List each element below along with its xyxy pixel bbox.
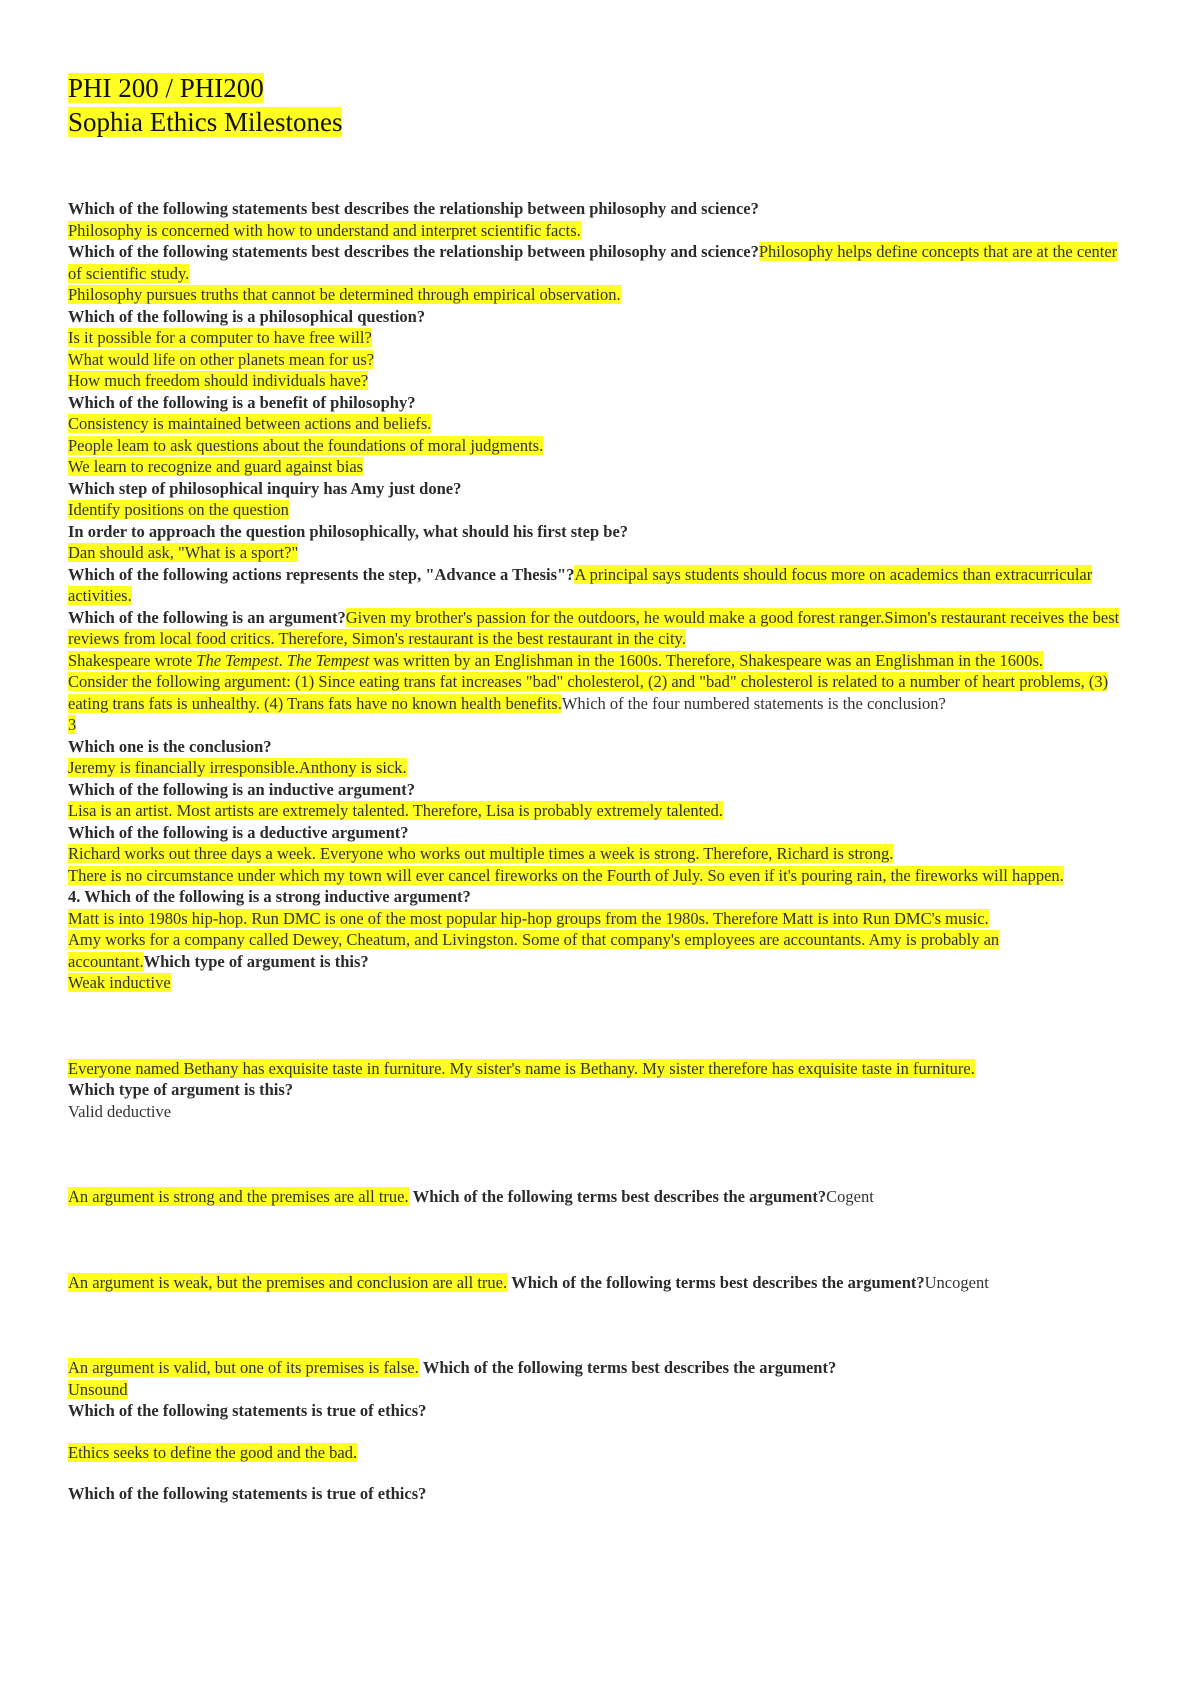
- question: Which of the following is a deductive argument?: [68, 822, 409, 842]
- answer: A principal says students should focus more on academics than extracurricular activities.: [68, 564, 1093, 605]
- question: Which type of argument is this?: [68, 1080, 294, 1099]
- question: Which of the following statements best describes the relationship between philosophy and science?: [68, 199, 759, 218]
- answer: There is no circumstance under which my town will ever cancel fireworks on the Fourth of July. So even if it's pouring rain, the fireworks will happen.: [68, 865, 1064, 885]
- answer: We learn to recognize and guard against bias: [68, 457, 364, 476]
- question: Which of the following terms best describes the argument?: [511, 1272, 925, 1292]
- question: Which of the following actions represents the step, "Advance a Thesis"?: [68, 564, 575, 584]
- question: Which of the following is an argument?: [68, 607, 346, 627]
- answer: Shakespeare wrote The Tempest. The Tempest was written by an Englishman in the 1600s. Therefore, Shakespeare was an Englishman in the 1600s.: [68, 650, 1044, 670]
- spacer: [68, 994, 1124, 1058]
- answer: Philosophy is concerned with how to understand and interpret scientific facts.: [68, 220, 581, 240]
- question: Which of the following is a philosophical question?: [68, 306, 426, 326]
- answer: Matt is into 1980s hip-hop. Run DMC is one of the most popular hip-hop groups from the 1980s. Therefore Matt is into Run DMC's music.: [68, 908, 989, 928]
- document-title: [68, 71, 342, 139]
- answer: What would life on other planets mean for us?: [68, 349, 375, 369]
- argument-text: Everyone named Bethany has exquisite taste in furniture. My sister's name is Bethany. My sister therefore has exquisite taste in furniture.: [68, 1058, 975, 1078]
- answer: Valid deductive: [68, 1101, 172, 1121]
- answer: How much freedom should individuals have?: [68, 371, 369, 390]
- argument-text: Amy works for a company called Dewey, Cheatum, and Livingston. Some of that company's employees are accountants. Amy is probably an accountant.: [68, 930, 1000, 971]
- answer: People leam to ask questions about the foundations of moral judgments.: [68, 435, 544, 455]
- question: Which of the following terms best describes the argument?: [422, 1358, 837, 1377]
- question: 4. Which of the following is a strong inductive argument?: [68, 887, 471, 906]
- answer: Identify positions on the question: [68, 500, 289, 519]
- spacer: [68, 1422, 1124, 1442]
- title-course-code: PHI 200 / PHI200: [68, 73, 264, 103]
- question: Which type of argument is this?: [143, 951, 369, 971]
- answer: Uncogent: [924, 1272, 989, 1292]
- document-body: [68, 198, 1124, 1505]
- answer: Ethics seeks to define the good and the bad.: [68, 1442, 358, 1462]
- question-plain: Which of the four numbered statements is the conclusion?: [561, 693, 946, 713]
- answer: 3: [68, 715, 77, 734]
- argument-text: An argument is weak, but the premises and conclusion are all true.: [68, 1272, 508, 1292]
- question: Which of the following terms best describes the argument?: [412, 1187, 827, 1206]
- answer: Dan should ask, "What is a sport?": [68, 543, 299, 562]
- argument-text: Consider the following argument: (1) Since eating trans fat increases "bad" cholesterol, (2) and "bad" cholesterol is related to a number of heart problems, (3) eating trans fats is unhealthy. (4) Trans fats have no known health benefits.: [68, 672, 1109, 713]
- answer: Is it possible for a computer to have free will?: [68, 328, 372, 347]
- question: Which of the following is an inductive argument?: [68, 779, 415, 799]
- question: Which of the following statements is true of ethics?: [68, 1484, 427, 1503]
- answer: Unsound: [68, 1379, 128, 1399]
- answer: Given my brother's passion for the outdoors, he would make a good forest ranger.Simon's restaurant receives the best reviews from local food critics. Therefore, Simon's restaurant is the best restaurant in the city.: [68, 607, 1120, 648]
- spacer: [68, 1463, 1124, 1483]
- spacer: [68, 1293, 1124, 1357]
- title-course-name: Sophia Ethics Milestones: [68, 107, 343, 137]
- argument-text: An argument is valid, but one of its premises is false.: [68, 1358, 419, 1377]
- question: Which of the following statements is true of ethics?: [68, 1401, 427, 1420]
- answer: Philosophy helps define concepts that are at the center of scientific study.: [68, 242, 1118, 283]
- answer: Cogent: [826, 1187, 874, 1206]
- question: Which of the following is a benefit of philosophy?: [68, 392, 416, 412]
- question: In order to approach the question philosophically, what should his first step be?: [68, 521, 629, 541]
- question: Which of the following statements best describes the relationship between philosophy and science?: [68, 242, 759, 261]
- question: Which step of philosophical inquiry has Amy just done?: [68, 478, 462, 498]
- answer: Philosophy pursues truths that cannot be determined through empirical observation.: [68, 285, 621, 304]
- answer: Lisa is an artist. Most artists are extremely talented. Therefore, Lisa is probably extremely talented.: [68, 801, 723, 820]
- spacer: [68, 1122, 1124, 1186]
- answer: Weak inductive: [68, 973, 171, 992]
- answer: Consistency is maintained between actions and beliefs.: [68, 414, 432, 433]
- answer: Richard works out three days a week. Everyone who works out multiple times a week is strong. Therefore, Richard is strong.: [68, 844, 894, 863]
- question: Which one is the conclusion?: [68, 736, 272, 756]
- answer: Jeremy is financially irresponsible.Anthony is sick.: [68, 758, 407, 777]
- argument-text: An argument is strong and the premises are all true.: [68, 1187, 409, 1206]
- spacer: [68, 1208, 1124, 1272]
